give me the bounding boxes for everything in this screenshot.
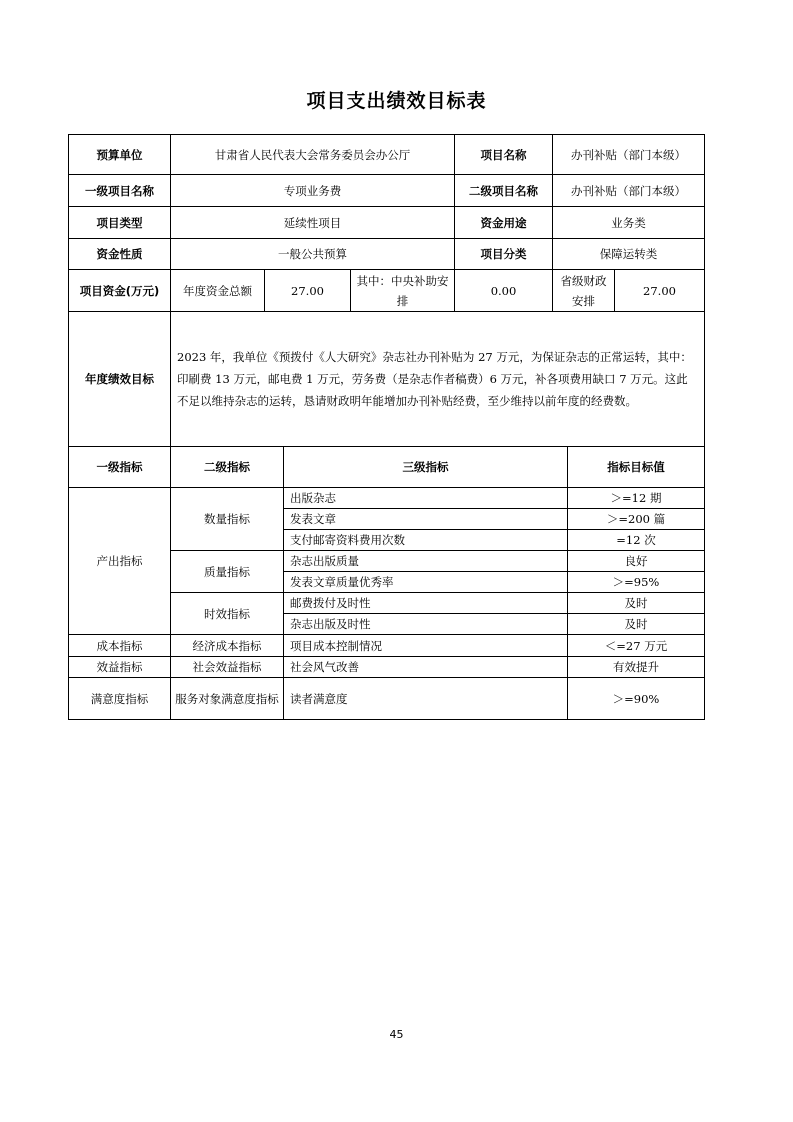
table-row-l3: 发表文章质量优秀率 — [284, 572, 568, 593]
table-row-target: ＞=12 期 — [568, 488, 705, 509]
level1-name-value: 专项业务费 — [171, 175, 455, 207]
fund-use-label: 资金用途 — [455, 207, 553, 239]
budget-unit-label: 预算单位 — [69, 135, 171, 175]
page-title: 项目支出绩效目标表 — [306, 90, 487, 112]
table-row-target: 及时 — [568, 614, 705, 635]
fund-nature-value: 一般公共预算 — [171, 239, 455, 270]
category-value: 保障运转类 — [553, 239, 705, 270]
table-row-target: ＞=200 篇 — [568, 509, 705, 530]
project-type-label: 项目类型 — [69, 207, 171, 239]
table-row-target: ＞=95% — [568, 572, 705, 593]
goal-text: 2023 年，我单位《预拨付《人大研究》杂志社办刊补贴为 27 万元，为保证杂志的正常运转，其中：印刷费 13 万元，邮电费 1 万元，劳务费（是杂志作者稿费）6 万元，补各项费用缺口 7 万元。这此不足以维持杂志的运转，恳请财政明年能增加办刊补贴经费，至少维持以前年度的经费数。 — [171, 312, 705, 447]
timeliness-indicator-label: 时效指标 — [171, 593, 284, 635]
central-value: 0.00 — [455, 270, 553, 312]
table-row-l3: 发表文章 — [284, 509, 568, 530]
project-name-label: 项目名称 — [455, 135, 553, 175]
performance-indicator-table — [68, 446, 705, 720]
header-level3: 三级指标 — [284, 447, 568, 488]
table-row-l3: 出版杂志 — [284, 488, 568, 509]
quantity-indicator-label: 数量指标 — [171, 488, 284, 551]
category-label: 项目分类 — [455, 239, 553, 270]
benefit-indicator-label: 效益指标 — [69, 657, 171, 678]
total-value: 27.00 — [265, 270, 351, 312]
level1-name-label: 一级项目名称 — [69, 175, 171, 207]
total-label: 年度资金总额 — [171, 270, 265, 312]
provincial-label: 省级财政安排 — [553, 270, 615, 312]
table-row-l3: 杂志出版及时性 — [284, 614, 568, 635]
table-row-l3: 邮费拨付及时性 — [284, 593, 568, 614]
project-info-table — [68, 134, 705, 447]
project-name-value: 办刊补贴（部门本级） — [553, 135, 705, 175]
cost-target: ＜=27 万元 — [568, 635, 705, 657]
header-target: 指标目标值 — [568, 447, 705, 488]
table-row-l3: 杂志出版质量 — [284, 551, 568, 572]
table-row-target: =12 次 — [568, 530, 705, 551]
table-row-target: 良好 — [568, 551, 705, 572]
page-number: 45 — [389, 1028, 404, 1041]
central-label: 其中：中央补助安排 — [351, 270, 455, 312]
benefit-target: 有效提升 — [568, 657, 705, 678]
cost-l2: 经济成本指标 — [171, 635, 284, 657]
cost-l3: 项目成本控制情况 — [284, 635, 568, 657]
fund-use-value: 业务类 — [553, 207, 705, 239]
table-row-l3: 支付邮寄资料费用次数 — [284, 530, 568, 551]
provincial-value: 27.00 — [615, 270, 705, 312]
fund-nature-label: 资金性质 — [69, 239, 171, 270]
satisfaction-l3: 读者满意度 — [284, 678, 568, 720]
budget-unit-value: 甘肃省人民代表大会常务委员会办公厅 — [171, 135, 455, 175]
level2-name-value: 办刊补贴（部门本级） — [553, 175, 705, 207]
cost-indicator-label: 成本指标 — [69, 635, 171, 657]
output-indicator-label: 产出指标 — [69, 488, 171, 635]
satisfaction-target: ＞=90% — [568, 678, 705, 720]
table-row-target: 及时 — [568, 593, 705, 614]
funds-label: 项目资金(万元) — [69, 270, 171, 312]
header-level2: 二级指标 — [171, 447, 284, 488]
level2-name-label: 二级项目名称 — [455, 175, 553, 207]
project-type-value: 延续性项目 — [171, 207, 455, 239]
satisfaction-l2: 服务对象满意度指标 — [171, 678, 284, 720]
benefit-l2: 社会效益指标 — [171, 657, 284, 678]
quality-indicator-label: 质量指标 — [171, 551, 284, 593]
satisfaction-indicator-label: 满意度指标 — [69, 678, 171, 720]
header-level1: 一级指标 — [69, 447, 171, 488]
goal-label: 年度绩效目标 — [69, 312, 171, 447]
benefit-l3: 社会风气改善 — [284, 657, 568, 678]
